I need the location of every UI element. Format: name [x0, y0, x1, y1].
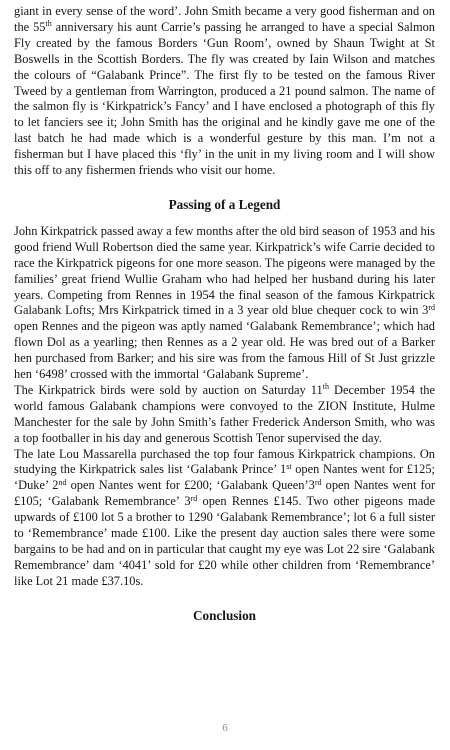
paragraph-sales-list [14, 447, 435, 590]
page-number: 6 [222, 722, 228, 734]
section-heading-conclusion: Conclusion [192, 607, 257, 623]
text-run: open Rennes and the pigeon was aptly named ‘Galabank Remembrance’; which had flown Dol as a yearling; then Rennes as a 2 year old. He was bred out of a Barker hen purchased from Barker; and his sire was from the famous Hill of St Just grizzle hen ‘6498’ crossed with the immortal ‘Galabank Supreme’. [14, 319, 435, 382]
text-run: open Rennes £145. Two other pigeons made upwards of £100 lot 5 a brother to 1290 ‘Galabank Remembrance’; lot 6 a full sister to ‘Remembrance’ made £100. Like the present day auction sales there were some bargains to be had and on in particular that caught my eye was Lot 22 sire ‘Galabank Remembrance’ dam ‘4041’ sold for £20 while other children from ‘Remembrance’ like Lot 21 made £37.10s. [14, 494, 435, 588]
text-run: anniversary his aunt Carrie’s passing he arranged to have a special Salmon Fly created by the famous Borders ‘Gun Room’, owned by Shaun Twight at St Boswells in the Scottish Borders. The fly was created by Iain Wilson and matches the colours of “Galabank Prince”. The first fly to be tested on the famous River Tweed by a gentleman from Warrington, produced a 21 pound salmon. The name of the salmon fly is ‘Kirkpatrick’s Fancy’ and I have enclosed a photograph of this fly to let fanciers see it; John Smith has the original and he kindly gave me one of the last batch he had made which is a wonderful gesture by this man. I’m not a fisherman but I have placed this ‘fly’ in the unit in my living room and I will show this off to any fishermen friends who visit our home. [14, 19, 435, 178]
ordinal-suffix: st [286, 461, 292, 471]
text-run: open Nantes went for £200; ‘Galabank Queen’3 [66, 478, 315, 493]
text-run: The late Lou Massarella purchased the top four famous Kirkpatrick champions. On studying the Kirkpatrick sales list ‘Galabank Prince’ 1 [14, 446, 435, 477]
text-run: The Kirkpatrick birds were sold by auction on Saturday 11 [14, 382, 323, 397]
ordinal-suffix: rd [314, 477, 322, 487]
paragraph-auction [14, 383, 435, 447]
document-page [14, 4, 435, 624]
section-heading-passing-of-a-legend: Passing of a Legend [168, 196, 281, 212]
ordinal-suffix: nd [58, 477, 67, 487]
text-run: giant in every sense of the word’. John Smith became a very good fisherman and on the 55 [14, 4, 435, 34]
text-run: open Nantes went for £105; ‘Galabank Remembrance’ 3 [14, 478, 435, 509]
ordinal-suffix: rd [190, 493, 198, 503]
text-run: open Nantes went for £125; ‘Duke’ 2 [14, 462, 435, 493]
text-run: December 1954 the world famous Galabank champions were convoyed to the ZION Institute, Hulme Manchester for the sale by John Smith’s father Frederick Anderson Smith, who was a top footballer in his day and generous Scottish Tenor supervised the day. [14, 382, 435, 445]
paragraph-passing [14, 224, 435, 383]
ordinal-suffix: th [45, 19, 52, 29]
ordinal-suffix: rd [428, 302, 435, 312]
paragraph-salmon-fly [14, 4, 435, 179]
ordinal-suffix: th [322, 382, 329, 392]
text-run: John Kirkpatrick passed away a few months after the old bird season of 1953 and his good friend Wull Robertson died the same year. Kirkpatrick’s wife Carrie decided to race the Kirkpatrick pigeons for one more season. The pigeons were managed by the families’ great friend Wullie Graham who had helped her husband during his later years. Competing from Rennes in 1954 the final season of the famous Kirkpatrick Galabank Lofts; Mrs Kirkpatrick timed in a 3 year old blue chequer cock to win 3 [14, 223, 435, 318]
